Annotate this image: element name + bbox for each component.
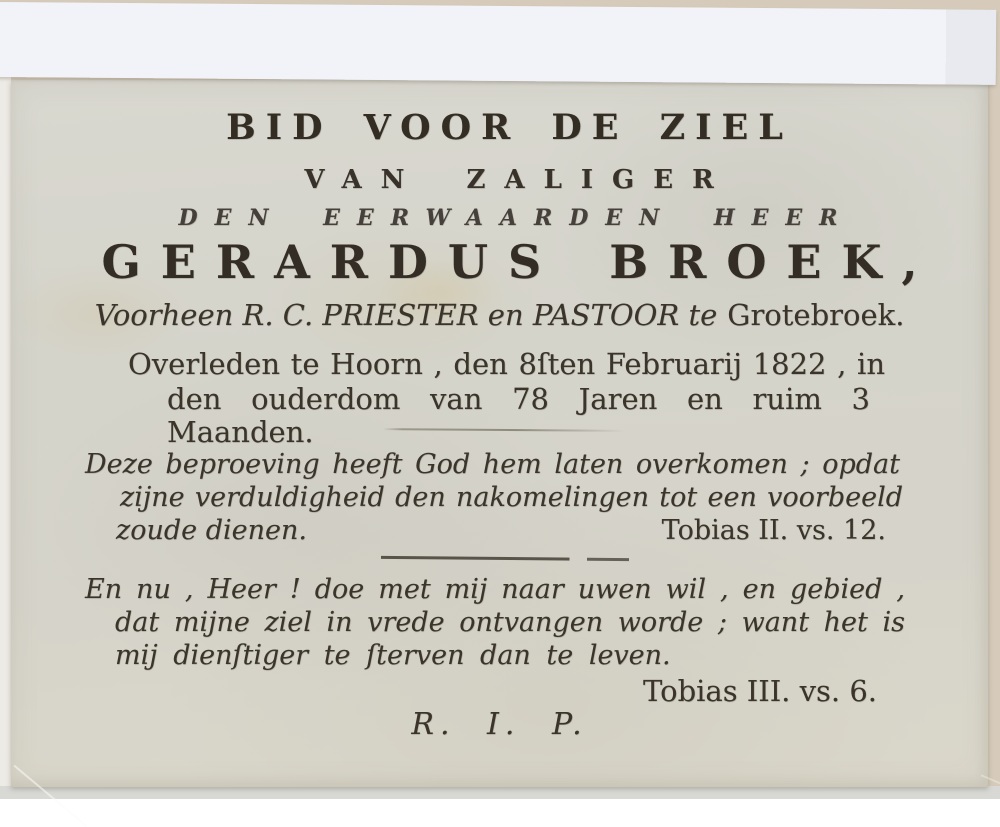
of-blessed-line: VAN ZALIGER bbox=[304, 165, 733, 195]
clerical-title-line bbox=[11, 299, 988, 332]
clerical-title-place: Grotebroek. bbox=[727, 298, 905, 332]
quote2-citation: Tobias III. vs. 6. bbox=[643, 674, 877, 708]
memorial-card bbox=[11, 80, 988, 787]
quote2-line-1: En nu , Heer ! doe met mij naar uwen wil , en gebied , bbox=[85, 574, 905, 605]
rip-line: R. I. P. bbox=[411, 707, 588, 742]
white-paper-strip bbox=[0, 2, 996, 85]
death-line-2: den ouderdom van 78 Jaren en ruim 3 Maanden. bbox=[167, 382, 870, 450]
divider-rule-2 bbox=[381, 556, 629, 561]
quote1-line-2: zijne verduldigheid den nakomelingen tot een voorbeeld bbox=[120, 482, 903, 513]
quote1-line-3-row bbox=[116, 515, 886, 546]
album-page-left-edge bbox=[0, 62, 11, 799]
clerical-title-italic: Voorheen R. C. PRIESTER en PASTOOR te bbox=[94, 298, 718, 332]
album-page-bottom-edge bbox=[0, 786, 1000, 799]
quote2-line-3: mij dienſtiger te ſterven dan te leven. bbox=[115, 640, 671, 671]
quote2-line-2: dat mijne ziel in vrede ontvangen worde ; want het is bbox=[115, 607, 905, 638]
deceased-name: GERARDUS BROEK, bbox=[101, 235, 938, 289]
honorific-line: DEN EERWAARDEN HEER bbox=[178, 205, 855, 231]
quote1-line-3: zoude dienen. bbox=[116, 515, 307, 546]
invocation-line: BID VOOR DE ZIEL bbox=[226, 107, 793, 148]
death-line-1: Overleden te Hoorn , den 8ſten Februarij 1822 , in bbox=[128, 347, 885, 381]
quote1-line-1: Deze beproeving heeft God hem laten overkomen ; opdat bbox=[85, 449, 900, 480]
quote1-citation: Tobias II. vs. 12. bbox=[661, 515, 886, 546]
